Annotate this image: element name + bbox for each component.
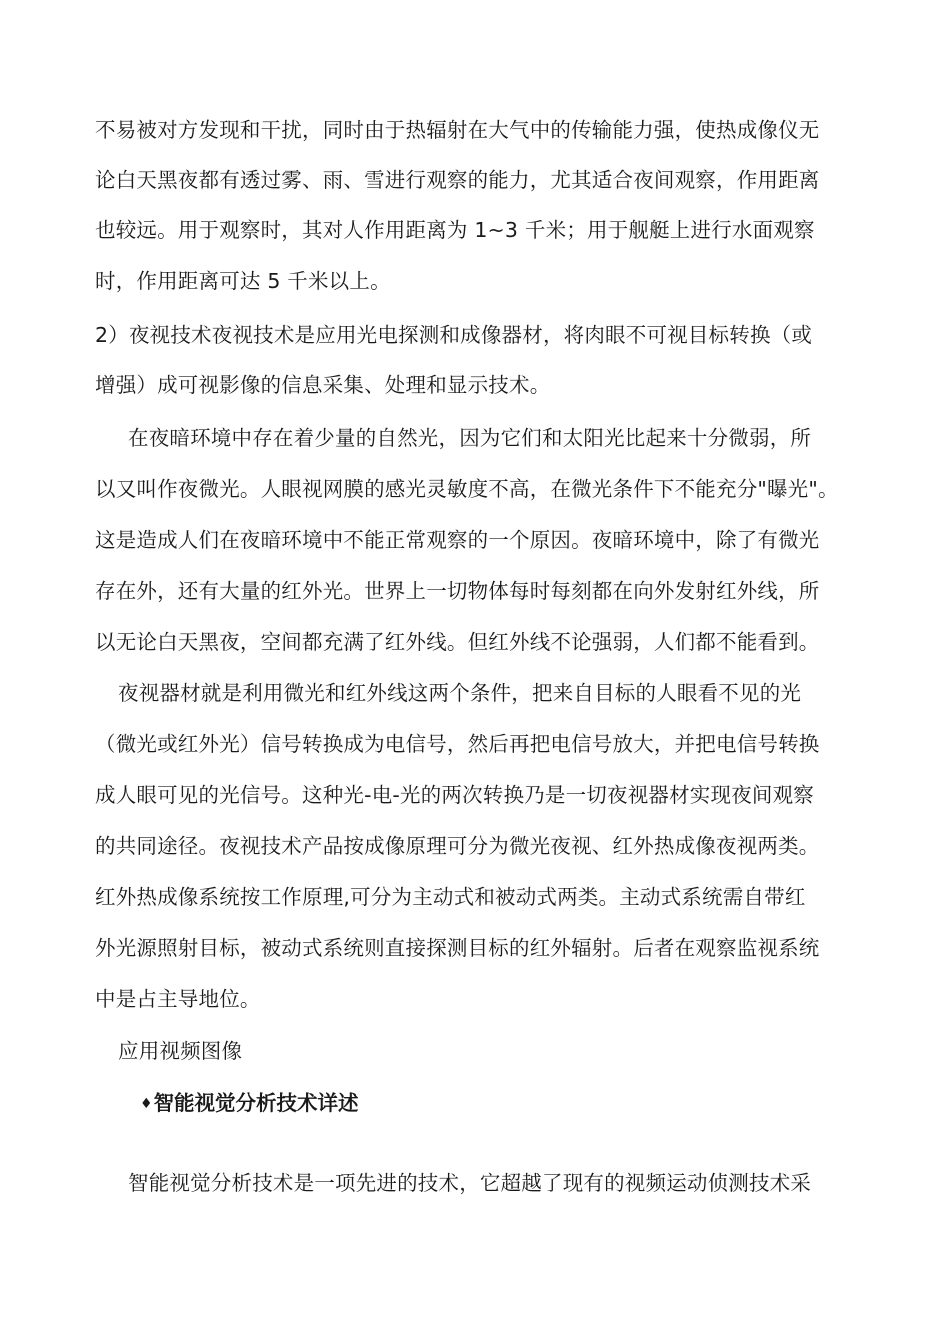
body-text-line: 在夜暗环境中存在着少量的自然光，因为它们和太阳光比起来十分微弱，所	[128, 426, 812, 450]
body-text-line: 2）夜视技术夜视技术是应用光电探测和成像器材，将肉眼不可视目标转换（或	[95, 323, 813, 347]
section-heading	[140, 1088, 359, 1119]
section-label: 应用视频图像	[118, 1039, 243, 1063]
body-text-line: 的共同途径。夜视技术产品按成像原理可分为微光夜视、红外热成像夜视两类。	[95, 834, 820, 858]
heading-text: 智能视觉分析技术详述	[153, 1091, 359, 1115]
body-text-line: 成人眼可见的光信号。这种光-电-光的两次转换乃是一切夜视器材实现夜间观察	[95, 783, 814, 807]
diamond-bullet-icon: ♦	[140, 1096, 153, 1112]
body-text-line: （微光或红外光）信号转换成为电信号，然后再把电信号放大，并把电信号转换	[95, 732, 820, 756]
body-text-line: 以无论白天黑夜，空间都充满了红外线。但红外线不论强弱，人们都不能看到。	[95, 630, 820, 654]
body-text-line: 中是占主导地位。	[95, 987, 261, 1011]
body-text-line: 以又叫作夜微光。人眼视网膜的感光灵敏度不高，在微光条件下不能充分"曝光"。	[95, 477, 839, 501]
body-text-line: 这是造成人们在夜暗环境中不能正常观察的一个原因。夜暗环境中，除了有微光	[95, 528, 820, 552]
body-text-line: 增强）成可视影像的信息采集、处理和显示技术。	[95, 373, 551, 397]
body-text-line: 不易被对方发现和干扰，同时由于热辐射在大气中的传输能力强，使热成像仪无	[95, 118, 820, 142]
body-text-line: 红外热成像系统按工作原理,可分为主动式和被动式两类。主动式系统需自带红	[95, 885, 806, 909]
body-text-line: 智能视觉分析技术是一项先进的技术，它超越了现有的视频运动侦测技术采	[128, 1171, 812, 1195]
body-text-line: 外光源照射目标，被动式系统则直接探测目标的红外辐射。后者在观察监视系统	[95, 936, 820, 960]
body-text-line: 也较远。用于观察时，其对人作用距离为 1~3 千米；用于舰艇上进行水面观察	[95, 218, 815, 242]
body-text-line: 时，作用距离可达 5 千米以上。	[95, 269, 391, 293]
body-text-line: 夜视器材就是利用微光和红外线这两个条件，把来自目标的人眼看不见的光	[118, 681, 802, 705]
body-text-line: 论白天黑夜都有透过雾、雨、雪进行观察的能力，尤其适合夜间观察，作用距离	[95, 168, 820, 192]
body-text-line: 存在外，还有大量的红外光。世界上一切物体每时每刻都在向外发射红外线，所	[95, 579, 820, 603]
